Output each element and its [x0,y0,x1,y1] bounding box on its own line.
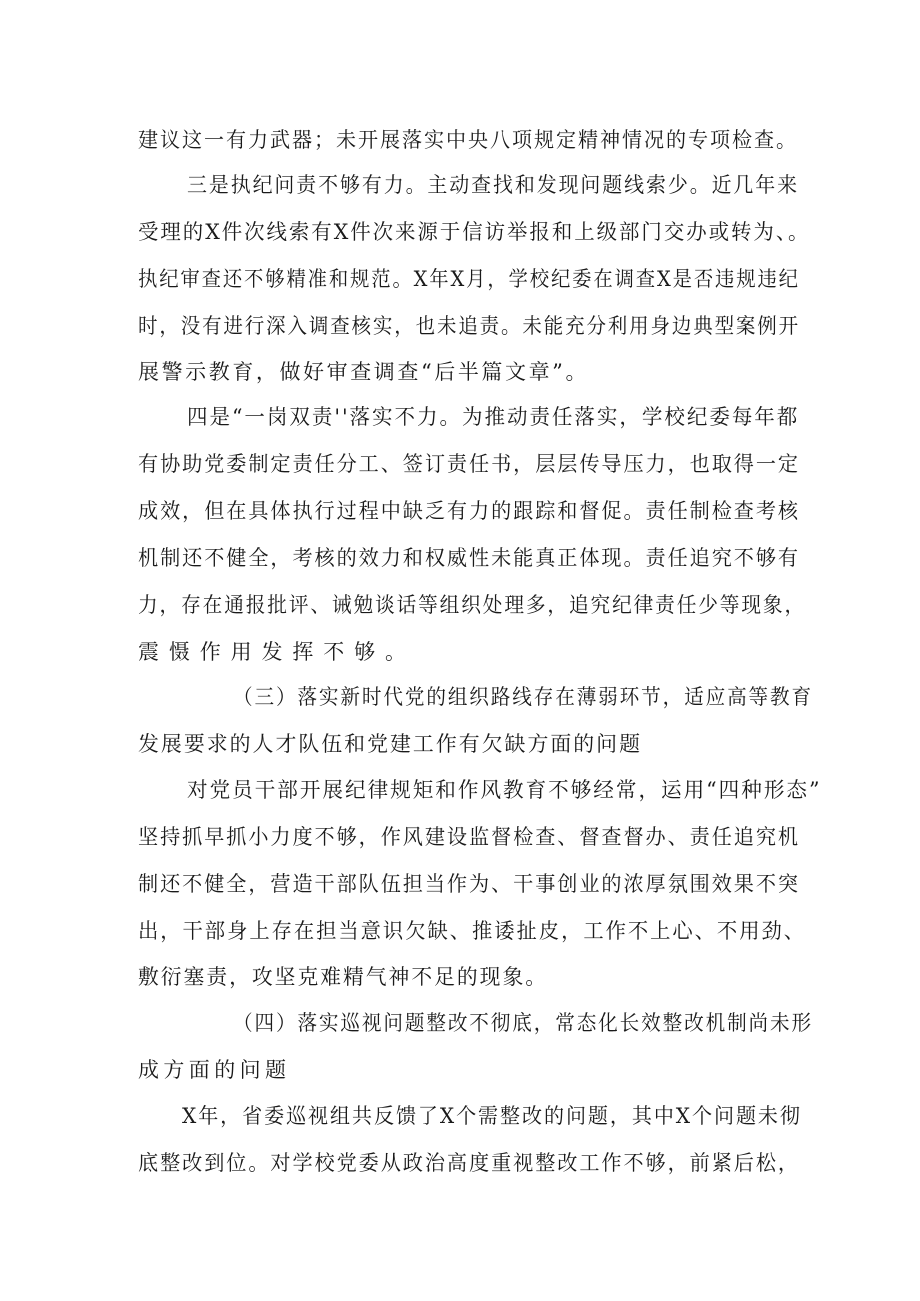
text-line: X年，省委巡视组共反馈了X个需整改的问题，其中X个问题未彻 [182,1104,802,1128]
text-line: 受理的X件次线索有X件次来源于信访举报和上级部门交办或转为、。 [138,220,811,244]
text-line: 有协助党委制定责任分工、签订责任书，层层传导压力，也取得一定 [138,452,800,476]
text-line: 对党员干部开展纪律规矩和作风教育不够经常，运用“四种形态” [187,778,822,802]
text-line: 执纪审查还不够精准和规范。X年X月，学校纪委在调查X是否违规违纪 [138,267,800,291]
text-line: 力，存在通报批评、诫勉谈话等组织处理多，追究纪律责任少等现象， [138,593,806,617]
text-line: 底整改到位。对学校党委从政治高度重视整改工作不够，前紧后松， [138,1151,800,1175]
text-line: 出，干部身上存在担当意识欠缺、推诿扯皮，工作不上心、不用劲、 [138,919,806,943]
text-line: 时，没有进行深入调查核实，也未追责。未能充分利用身边典型案例开 [138,314,800,338]
text-line: 成效，但在具体执行过程中缺乏有力的跟踪和督促。责任制检查考核 [138,499,800,523]
text-line: 展警示教育，做好审查调查“后半篇文章”。 [138,360,590,384]
text-line: 机制还不健全，考核的效力和权威性未能真正体现。责任追究不够有 [138,546,800,570]
text-line: 四是“一岗双责''落实不力。为推动责任落实，学校纪委每年都 [187,405,800,429]
text-line: 震慑作用发挥不够。 [138,640,416,664]
text-line: 制还不健全，营造干部队伍担当作为、干事创业的浓厚氛围效果不突 [138,872,800,896]
text-line: 敷衍塞责，攻坚克难精气神不足的现象。 [138,965,548,989]
section-heading: 发展要求的人才队伍和党建工作有欠缺方面的问题 [138,732,642,756]
section-heading: （四）落实巡视问题整改不彻底，常态化长效整改机制尚未形 [233,1011,813,1035]
text-line: 三是执纪问责不够有力。主动查找和发现问题线索少。近几年来 [187,173,799,197]
text-line: 坚持抓早抓小力度不够，作风建设监督检查、督查督办、责任追究机 [138,825,800,849]
section-heading: 成方面的问题 [138,1058,291,1082]
text-line: 建议这一有力武器；未开展落实中央八项规定精神情况的专项检查。 [138,128,798,152]
section-heading: （三）落实新时代党的组织路线存在薄弱环节，适应高等教育 [233,685,813,709]
